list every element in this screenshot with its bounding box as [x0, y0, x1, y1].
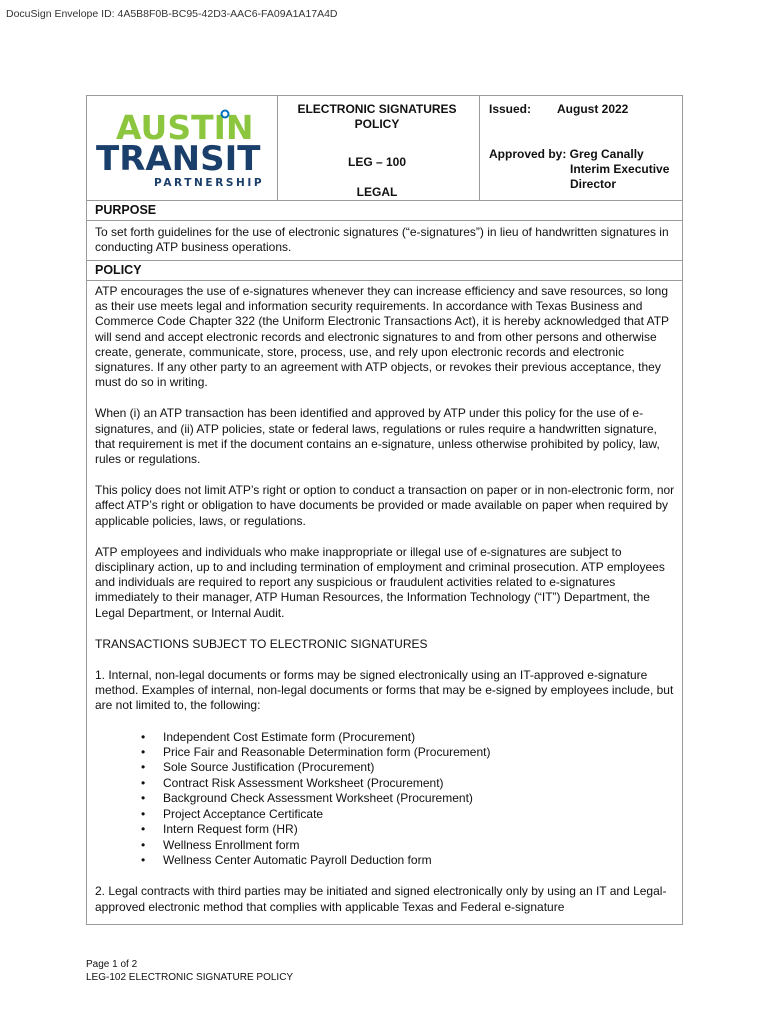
page-number: Page 1 of 2 [86, 959, 138, 970]
transactions-subheading: TRANSACTIONS SUBJECT TO ELECTRONIC SIGNATURES [95, 636, 428, 651]
policy-heading: POLICY [95, 263, 142, 277]
list-item: • Background Check Assessment Worksheet (Procurement) [163, 791, 680, 806]
internal-forms-list [95, 730, 680, 869]
list-item: • Price Fair and Reasonable Determination form (Procurement) [163, 745, 680, 760]
list-item: • Wellness Center Automatic Payroll Deduction form [163, 853, 680, 868]
document-header [87, 96, 682, 200]
logo-word-austin: AUSTIN [116, 108, 254, 147]
policy-code: LEG – 100 [347, 155, 407, 169]
policy-body [95, 284, 680, 931]
list-item: • Contract Risk Assessment Worksheet (Procurement) [163, 776, 680, 791]
policy-category: LEGAL [356, 185, 398, 199]
issued-label: Issued: [489, 102, 532, 116]
policy-paragraph: When (i) an ATP transaction has been identified and approved by ATP under this policy for the use of e-signatures, and (ii) ATP policies, state or federal laws, regulations or rules require a handwritten signature, that requirement is met if the document contains an e-signature, unless otherwise prohibited by policy, law, rules or regulations. [95, 406, 660, 467]
item-internal-documents: 1. Internal, non-legal documents or forms may be signed electronically using an IT-approved e-signature method. Examples of internal, non-legal documents or forms that may be e-signed by employees include, but are not limited to, the following: [95, 668, 674, 713]
item-legal-contracts: 2. Legal contracts with third parties may be initiated and signed electronically only by using an IT and Legal-approved electronic method that complies with applicable Texas and Federal e-signature [95, 884, 667, 914]
approved-by: Approved by: Greg Canally [489, 147, 644, 161]
list-item: • Sole Source Justification (Procurement) [163, 760, 680, 775]
policy-title-line2: POLICY [354, 117, 400, 131]
page-footer [86, 958, 293, 984]
policy-paragraph: This policy does not limit ATP’s right or option to conduct a transaction on paper or in non-electronic form, nor affect ATP’s right or obligation to have documents be provided or made available on paper when required by applicable policies, laws, or regulations. [95, 483, 675, 528]
logo-word-partnership: PARTNERSHIP [154, 177, 265, 189]
policy-paragraph: ATP encourages the use of e-signatures whenever they can increase efficiency and save resources, so long as their use meets legal and information security requirements. In accordance with Texas Business and Commerce Code Chapter 322 (the Uniform Electronic Transactions Act), it is hereby acknowledged that ATP will send and accept electronic records and electronic signatures to and from other persons and otherwise create, generate, communicate, store, process, use, and rely upon electronic records and electronic signatures. If any other party to an agreement with ATP objects, or revokes their previous acceptance, they must do so in writing. [95, 284, 669, 390]
approver-title-line1: Interim Executive [570, 162, 670, 176]
logo-word-transit: TRANSIT [96, 139, 261, 179]
list-item: • Wellness Enrollment form [163, 838, 680, 853]
purpose-text: To set forth guidelines for the use of electronic signatures (“e-signatures”) in lieu of handwritten signatures in conducting ATP business operations. [95, 225, 669, 255]
policy-paragraph: ATP employees and individuals who make inappropriate or illegal use of e-signatures are subject to disciplinary action, up to and including termination of employment and criminal prosecution. ATP employees and individuals are required to report any suspicious or fraudulent activities related to e-signatures immediately to their manager, ATP Human Resources, the Information Technology (“IT”) Department, the Legal Department, or Internal Audit. [95, 544, 665, 620]
issued-approved-block [489, 102, 679, 192]
purpose-heading: PURPOSE [95, 203, 157, 217]
policy-document-frame [86, 95, 683, 925]
austin-transit-partnership-logo [94, 104, 274, 190]
policy-title-block [279, 102, 475, 200]
approver-title-line2: Director [570, 177, 617, 191]
logo-graphic [94, 104, 274, 190]
issued-date: August 2022 [557, 102, 629, 116]
policy-title-line1: ELECTRONIC SIGNATURES [297, 102, 457, 116]
list-item: • Project Acceptance Certificate [163, 807, 680, 822]
document-code: LEG-102 ELECTRONIC SIGNATURE POLICY [86, 972, 294, 983]
list-item: • Independent Cost Estimate form (Procurement) [163, 730, 680, 745]
list-item: • Intern Request form (HR) [163, 822, 680, 837]
docusign-envelope-id: DocuSign Envelope ID: 4A5B8F0B-BC95-42D3-AAC6-FA09A1A17A4D [6, 8, 338, 20]
